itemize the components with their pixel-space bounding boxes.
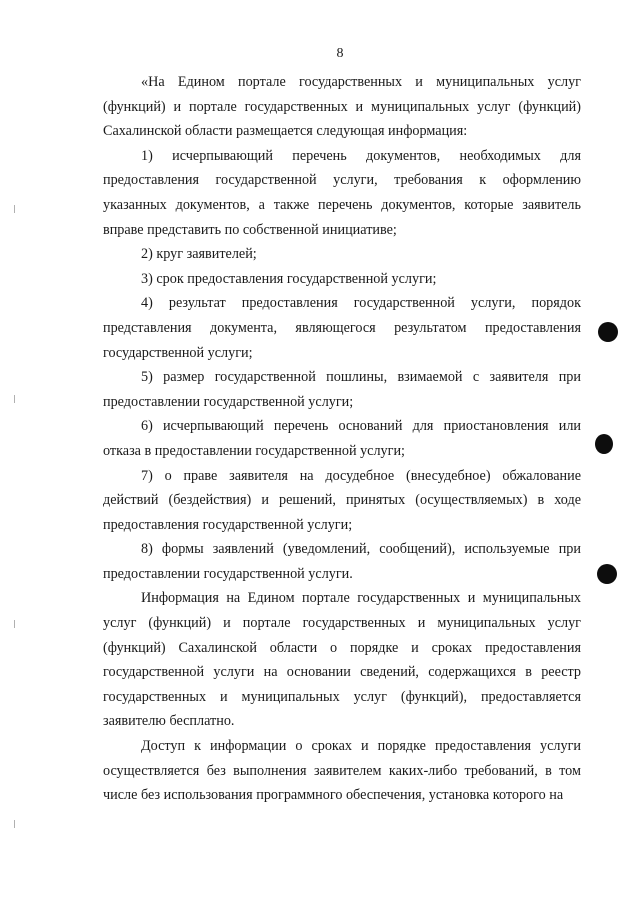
paragraph-info-free: Информация на Едином портале государственных и муниципальных услуг (функций) и портале государственных и муниципальных услуг (функций) Сахалинской области о порядке и сроках предоставления государственной услуги на основании сведений, содержащихся в реестр государственных и муниципальных услуг (функций), предоставляется заявителю бесплатно.	[103, 590, 581, 730]
page-number: 8	[336, 46, 344, 61]
list-item-4: 4) результат предоставления государственной услуги, порядок представления документа, являющегося результатом предоставления государственной услуги;	[103, 295, 581, 361]
list-item-7: 7) о праве заявителя на досудебное (внесудебное) обжалование действий (бездействия) и решений, принятых (осуществляемых) в ходе предоставления государственной услуги;	[103, 467, 581, 533]
scan-mark	[14, 620, 15, 628]
list-item-2: 2) круг заявителей;	[141, 246, 257, 263]
list-item-1: 1) исчерпывающий перечень документов, необходимых для предоставления государственной услуги, требования к оформлению указанных документов, а также перечень документов, которые заявитель вправе представить по собственной инициативе;	[103, 147, 581, 238]
scan-mark	[14, 205, 15, 213]
scan-mark	[14, 395, 15, 403]
paragraph-intro: «На Едином портале государственных и муниципальных услуг (функций) и портале государственных и муниципальных услуг (функций) Сахалинской области размещается следующая информация:	[103, 74, 581, 140]
punch-hole-top	[598, 322, 618, 342]
document-body	[103, 70, 581, 808]
list-item-3: 3) срок предоставления государственной услуги;	[141, 270, 437, 287]
list-item-5: 5) размер государственной пошлины, взимаемой с заявителя при предоставлении государственной услуги;	[103, 369, 581, 410]
punch-hole-middle	[595, 434, 613, 454]
scan-mark	[14, 820, 15, 828]
list-item-6: 6) исчерпывающий перечень оснований для приостановления или отказа в предоставлении государственной услуги;	[103, 418, 581, 459]
punch-hole-bottom	[597, 564, 617, 584]
list-item-8: 8) формы заявлений (уведомлений, сообщений), используемые при предоставлении государственной услуги.	[103, 541, 581, 582]
paragraph-access: Доступ к информации о сроках и порядке предоставления услуги осуществляется без выполнения заявителем каких-либо требований, в том числе без использования программного обеспечения, установка которого на	[103, 738, 581, 804]
